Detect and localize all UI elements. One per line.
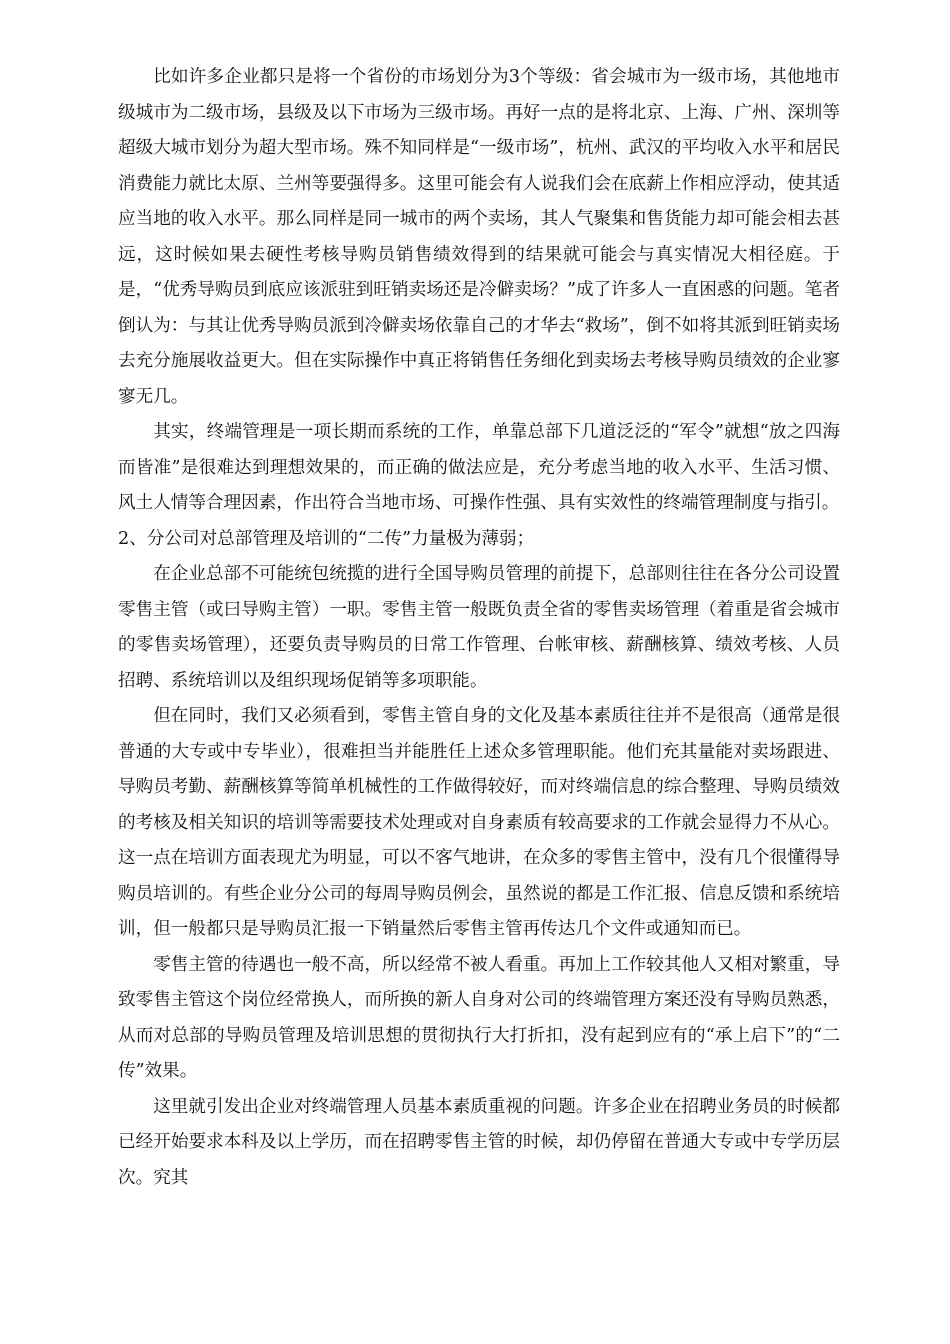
body-paragraph: 其实，终端管理是一项长期而系统的工作，单靠总部下几道泛泛的“军令”就想“放之四海而皆准”是很难达到理想效果的，而正确的做法应是，充分考虑当地的收入水平、生活习惯、风土人情等合理因素，作出符合当地市场、可操作性强、具有实效性的终端管理制度与指引。 — [118, 422, 840, 513]
body-paragraph: 这里就引发出企业对终端管理人员基本素质重视的问题。许多企业在招聘业务员的时候都已经开始要求本科及以上学历，而在招聘零售主管的时候，却仍停留在普通大专或中专学历层次。究其 — [118, 1096, 840, 1188]
document-page — [118, 60, 840, 1196]
body-paragraph: 但在同时，我们又必须看到，零售主管自身的文化及基本素质往往并不是很高（通常是很普通的大专或中专毕业），很难担当并能胜任上述众多管理职能。他们充其量能对卖场跟进、导购员考勤、薪酬核算等简单机械性的工作做得较好，而对终端信息的综合整理、导购员绩效的考核及相关知识的培训等需要技术处理或对自身素质有较高要求的工作就会显得力不从心。这一点在培训方面表现尤为明显，可以不客气地讲，在众多的零售主管中，没有几个很懂得导购员培训的。有些企业分公司的每周导购员例会，虽然说的都是工作汇报、信息反馈和系统培训，但一般都只是导购员汇报一下销量然后零售主管再传达几个文件或通知而已。 — [118, 706, 840, 939]
body-paragraph: 零售主管的待遇也一般不高，所以经常不被人看重。再加上工作较其他人又相对繁重，导致零售主管这个岗位经常换人，而所换的新人自身对公司的终端管理方案还没有导购员熟悉，从而对总部的导购员管理及培训思想的贯彻执行大打折扣，没有起到应有的“承上启下”的“二传”效果。 — [118, 954, 840, 1081]
section-heading: 2、分公司对总部管理及培训的“二传”力量极为薄弱； — [118, 528, 535, 549]
body-paragraph: 在企业总部不可能统包统揽的进行全国导购员管理的前提下，总部则往往在各分公司设置零售主管（或曰导购主管）一职。零售主管一般既负责全省的零售卖场管理（着重是省会城市的零售卖场管理），还要负责导购员的日常工作管理、台帐审核、薪酬核算、绩效考核、人员招聘、系统培训以及组织现场促销等多项职能。 — [118, 564, 840, 691]
body-paragraph: 比如许多企业都只是将一个省份的市场划分为3个等级：省会城市为一级市场，其他地市级城市为二级市场，县级及以下市场为三级市场。再好一点的是将北京、上海、广州、深圳等超级大城市划分为超大型市场。殊不知同样是“一级市场”，杭州、武汉的平均收入水平和居民消费能力就比太原、兰州等要强得多。这里可能会有人说我们会在底薪上作相应浮动，使其适应当地的收入水平。那么同样是同一城市的两个卖场，其人气聚集和售货能力却可能会相去甚远，这时候如果去硬性考核导购员销售绩效得到的结果就可能会与真实情况大相径庭。于是，“优秀导购员到底应该派驻到旺销卖场还是冷僻卖场？”成了许多人一直困惑的问题。笔者倒认为：与其让优秀导购员派到冷僻卖场依靠自己的才华去“救场”，倒不如将其派到旺销卖场去充分施展收益更大。但在实际操作中真正将销售任务细化到卖场去考核导购员绩效的企业寥寥无几。 — [118, 67, 840, 407]
